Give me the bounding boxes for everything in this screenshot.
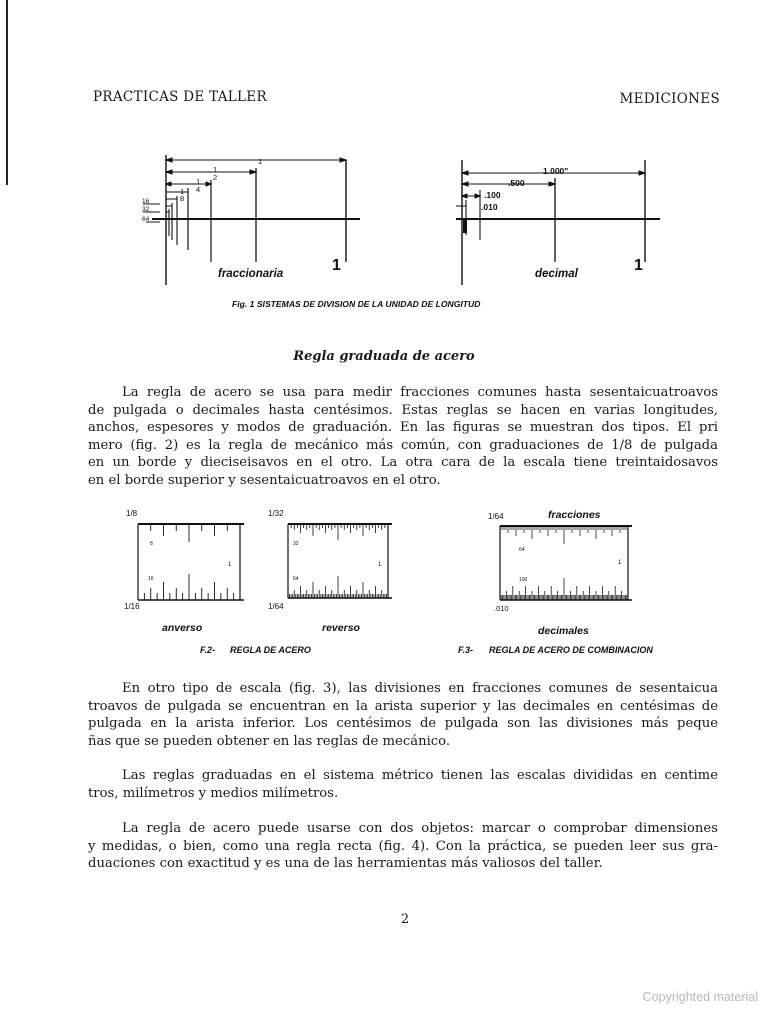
paragraph-3-line: Las reglas graduadas en el sistema métrico tienen las escalas divididas en centime (122, 768, 718, 783)
figure3-bottom-value: .010 (494, 604, 509, 613)
figure2-front-label: anverso (162, 622, 203, 634)
fraction-small-label-c: 64 (142, 216, 150, 223)
figure1-right-unit: 1 (634, 257, 643, 274)
fraction-eighth-label: 1 (180, 187, 185, 196)
copyright-watermark: Copyrighted material (642, 990, 758, 1004)
fraction-half-label: 1 (213, 165, 218, 174)
figure3-bottom-label: decimales (538, 625, 589, 637)
figure2-caption: REGLA DE ACERO (230, 645, 311, 655)
figure1-dim-010: .010 (481, 202, 498, 212)
figure3-top-label: fracciones (548, 509, 601, 521)
fraction-small-label-a: 16 (142, 198, 150, 205)
paragraph-1-line: anchos, espesores y modos de graduación. En las figuras se muestran dos tipos. El pri (88, 420, 718, 435)
figure1-dim-100: .100 (484, 190, 501, 200)
ruler-numeral: 1 (378, 562, 382, 568)
figure1-dim-1000: 1.000" (543, 166, 569, 176)
paragraph-2 (88, 680, 718, 750)
ruler-numeral: 100 (519, 577, 528, 583)
ruler-numeral: 64 (293, 576, 299, 582)
section-title: Regla graduada de acero (293, 349, 475, 364)
fraction-eighth-denominator: 8 (180, 194, 185, 203)
figure3-caption: REGLA DE ACERO DE COMBINACION (489, 645, 653, 655)
fraction-quarter-denominator: 4 (196, 185, 201, 194)
figure1-fraction-diagram (143, 155, 360, 285)
figure1-left-label: fraccionaria (218, 268, 284, 280)
figure2-top-right-fraction: 1/32 (268, 509, 284, 518)
paragraph-3 (88, 767, 718, 802)
paragraph-4-line: La regla de acero puede usarse con dos objetos: marcar o comprobar dimensiones (122, 821, 718, 836)
figure2-top-left-fraction: 1/8 (126, 509, 138, 518)
figure1-fraction-labels (142, 157, 262, 223)
fraction-1-label: 1 (258, 157, 263, 166)
ruler-numeral: 16 (148, 576, 154, 582)
running-header-right: MEDICIONES (619, 91, 720, 107)
ruler-numeral: 64 (519, 547, 525, 553)
figure3-top-fraction: 1/64 (488, 512, 504, 521)
ruler-numeral: 1 (228, 562, 232, 568)
paragraph-2-line: pulgada en la arista inferior. Los centésimos de pulgada son las divisiones más peque (88, 716, 718, 731)
fraction-small-label-b: 32 (142, 206, 150, 213)
figure2-bottom-left-fraction: 1/16 (124, 602, 140, 611)
paragraph-4 (88, 820, 718, 873)
figure1-dim-500: .500 (508, 178, 525, 188)
figure2-back-ruler (288, 524, 392, 598)
paragraph-1 (88, 384, 718, 489)
figure1-decimal-diagram (456, 160, 660, 285)
page-number: 2 (400, 912, 410, 927)
figure3-combination-ruler (500, 526, 632, 600)
paragraph-2-line: En otro tipo de escala (fig. 3), las divisiones en fracciones comunes de sesentaicua (122, 681, 718, 696)
paragraph-2-line: troavos de pulgada se encuentran en la arista superior y las decimales en centésimas de (88, 698, 718, 714)
figure1-left-unit: 1 (332, 257, 341, 274)
figure1-right-label: decimal (535, 268, 578, 280)
paragraph-1-line: de pulgada o decimales hasta centésimos. Estas reglas se hacen en varias longitudes, (88, 402, 718, 418)
ruler-numeral: 32 (293, 541, 299, 547)
paragraph-4-line: duaciones con exactitud y es una de las herramientas más valiosos del taller. (88, 856, 603, 871)
paragraph-2-line: ñas que se pueden obtener en las reglas de mecánico. (88, 733, 451, 749)
fraction-half-denominator: 2 (213, 173, 218, 182)
ruler-numeral: 8 (150, 541, 153, 547)
figure2-back-label: reverso (322, 622, 360, 634)
fraction-quarter-label: 1 (196, 177, 201, 186)
figure1-caption: Fig. 1 SISTEMAS DE DIVISION DE LA UNIDAD DE LONGITUD (232, 299, 481, 309)
paragraph-1-line: en un borde y dieciseisavos en el otro. La otra cara de la escala tiene treintaidosavos (88, 455, 718, 470)
paragraph-1-line: La regla de acero se usa para medir fracciones comunes hasta sesentaicuatroavos (122, 385, 718, 400)
figure3-caption-number: F.3- (458, 645, 474, 655)
ruler-numeral: 1 (618, 560, 622, 566)
running-header-left: PRACTICAS DE TALLER (93, 89, 267, 105)
figure2-bottom-right-fraction: 1/64 (268, 602, 284, 611)
figure2-caption-number: F.2- (200, 645, 216, 655)
paragraph-1-line: en el borde superior y sesentaicuatroavos en el otro. (88, 472, 441, 488)
paragraph-4-line: y medidas, o bien, como una regla recta (fig. 4). Con la práctica, se pueden leer sus gra- (88, 838, 718, 854)
paragraph-1-line: mero (fig. 2) es la regla de mecánico más común, con graduaciones de 1/8 de pulgada (88, 437, 718, 453)
paragraph-3-line: tros, milímetros y medios milímetros. (88, 785, 339, 801)
